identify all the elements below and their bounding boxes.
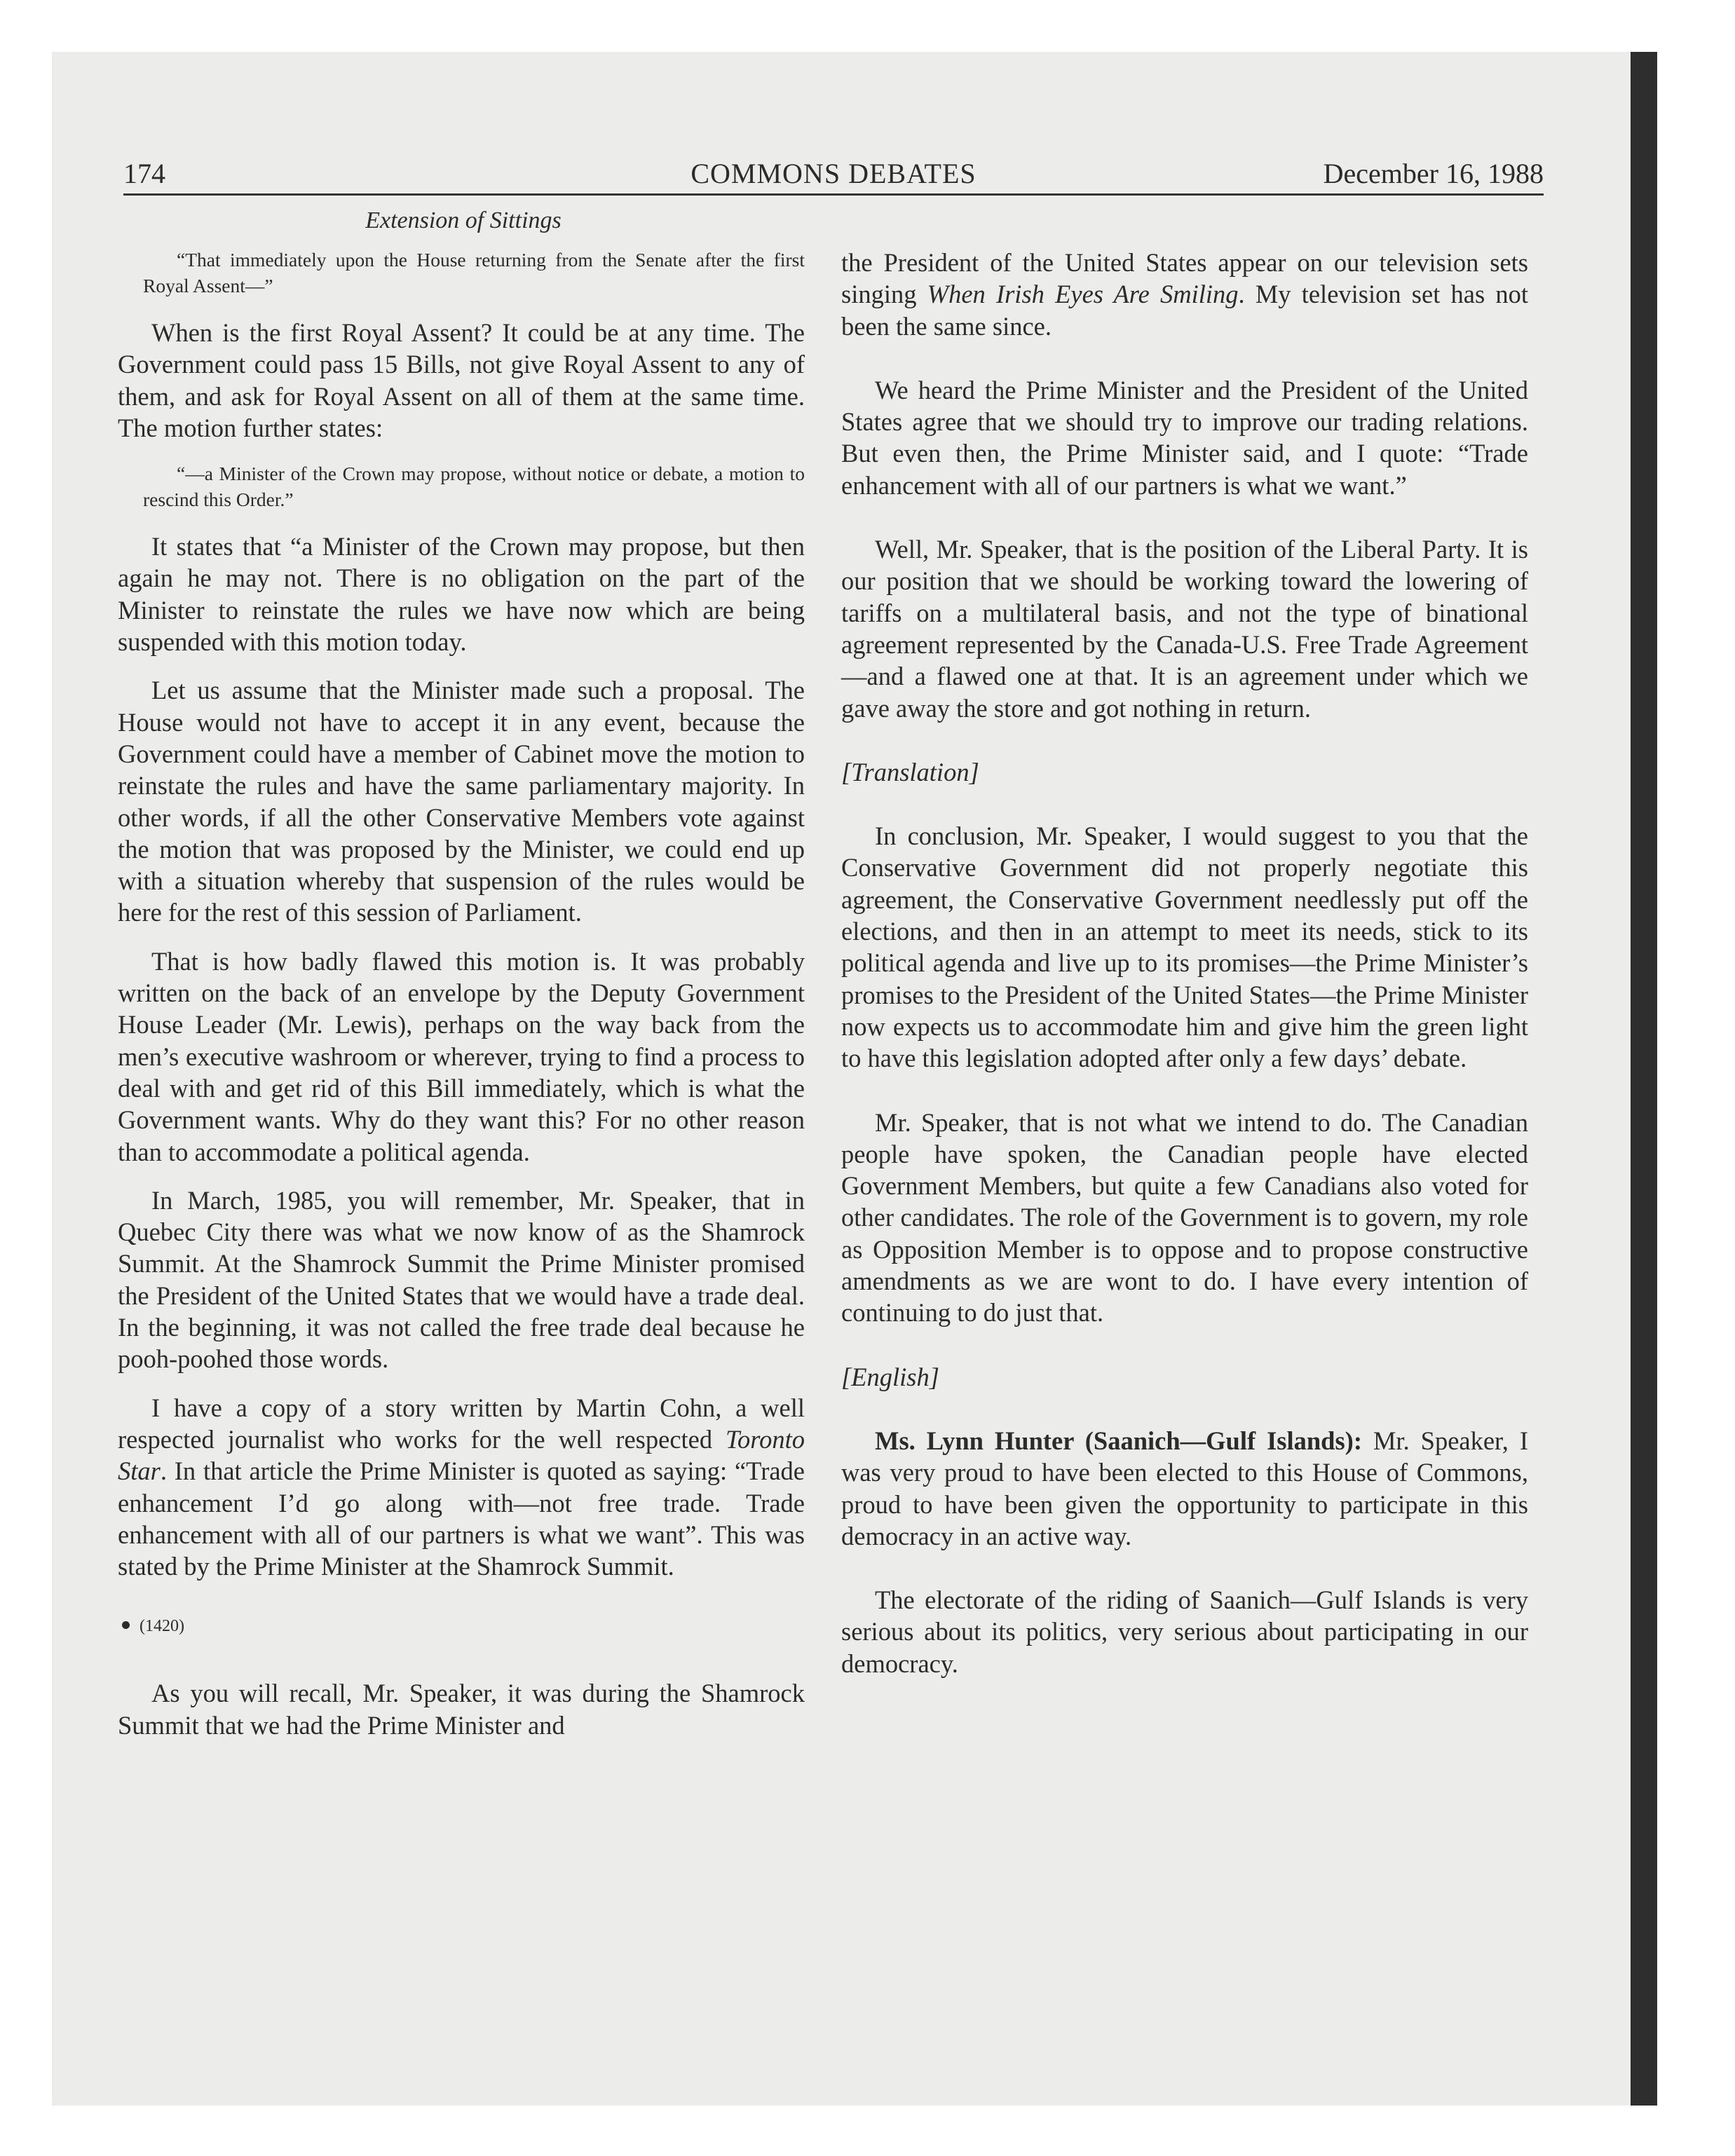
text-run: Mr. Speaker, I was very proud to have been elected to this House of Commons, proud to have been given the opportunity to participate in this democracy in an active way. xyxy=(841,1426,1528,1550)
quote-paragraph: “That immediately upon the House returning from the Senate after the first Royal Assent—” xyxy=(143,249,805,296)
paragraph: Mr. Speaker, that is not what we intend to do. The Canadian people have spoken, the Canadian people have elected Government Members, but quite a few Canadians also voted for other candidates. The role of the Government is to govern, my role as Opposition Member is to oppose and to propose constructive amendments as we are wont to do. I have every intention of continuing to do just that. xyxy=(841,1107,1528,1328)
language-marker: [Translation] xyxy=(841,757,979,786)
scan-edge xyxy=(1631,52,1657,2106)
time-stamp-text: (1420) xyxy=(140,1617,184,1636)
paragraph: When is the first Royal Assent? It could be at any time. The Government could pass 15 Bills, not give Royal Assent to any of them, and ask for Royal Assent on all of them at the same time. The motion further states: xyxy=(118,318,805,442)
paragraph: We heard the Prime Minister and the President of the United States agree that we should try to improve our trading relations. But even then, the Prime Minister said, and I quote: “Trade enhancement with all of our partners is what we want.” xyxy=(841,375,1528,500)
paragraph: That is how badly flawed this motion is. It was probably written on the back of an envelope by the Deputy Government House Leader (Mr. Lewis), perhaps on the way back from the men’s executive washroom or wherever, trying to find a process to deal with and get rid of this Bill immediately, which is what the Government wants. Why do they want this? For no other reason than to accommodate a political agenda. xyxy=(118,946,805,1166)
paragraph: As you will recall, Mr. Speaker, it was during the Shamrock Summit that we had the Prime Minister and xyxy=(118,1679,805,1740)
speaker-paragraph xyxy=(841,1425,1528,1552)
language-marker: [English] xyxy=(841,1362,939,1391)
paragraph: It states that “a Minister of the Crown may propose, but then again he may not. There is no obligation on the part of the Minister to reinstate the rules we have now which are being suspended with this motion today. xyxy=(118,532,805,657)
time-stamp xyxy=(118,1614,805,1638)
paragraph: Well, Mr. Speaker, that is the position of the Liberal Party. It is our position that we should be working toward the lowering of tariffs on a multilateral basis, and not the type of binational agreement represented by the Canada-U.S. Free Trade Agreement—and a flawed one at that. It is an agreement under which we gave away the store and got nothing in return. xyxy=(841,535,1528,723)
bullet-icon xyxy=(122,1621,130,1629)
paragraph: Let us assume that the Minister made such a proposal. The House would not have to accept it in any event, because the Government could have a member of Cabinet move the motion to reinstate the rules and have the same parliamentary majority. In other words, if all the other Conservative Members vote against the motion that was proposed by the Minister, we could end up with a situation whereby that suspension of the rules would be here for the rest of this session of Parliament. xyxy=(118,676,805,927)
text-run: I have a copy of a story written by Martin Cohn, a well respected journalist who works for the well respected xyxy=(118,1393,805,1454)
newspaper-title: Toronto Star xyxy=(118,1424,805,1486)
paragraph: The electorate of the riding of Saanich—Gulf Islands is very serious about its politics, very serious about participating in our democracy. xyxy=(841,1585,1528,1678)
page-date: December 16, 1988 xyxy=(1323,158,1544,189)
text-run: . My television set has not been the same since. xyxy=(841,280,1528,341)
speaker-name: Ms. Lynn Hunter (Saanich—Gulf Islands): xyxy=(875,1426,1362,1455)
paragraph xyxy=(118,1392,805,1583)
paragraph xyxy=(841,247,1528,342)
page-header xyxy=(123,154,1544,196)
song-title: When Irish Eyes Are Smiling xyxy=(927,280,1239,309)
text-run: the President of the United States appear on our television sets singing xyxy=(841,248,1528,309)
text-run: . In that article the Prime Minister is quoted as saying: “Trade enhancement I’d go along with—not free trade. Trade enhancement with all of our partners is what we want”. This was stated by the Prime Minister at the Shamrock Summit. xyxy=(118,1456,805,1581)
page-number: 174 xyxy=(123,158,165,189)
publication-title: COMMONS DEBATES xyxy=(690,158,977,189)
paragraph: In conclusion, Mr. Speaker, I would suggest to you that the Conservative Government did not properly negotiate this agreement, the Conservative Government needlessly put off the elections, and then in an attempt to meet its needs, stick to its political agenda and live up to its promises—the Prime Minister’s promises to the President of the United States—the Prime Minister now expects us to accommodate him and give him the green light to have this legislation adopted after only a few days’ debate. xyxy=(841,821,1528,1073)
section-subheading: Extension of Sittings xyxy=(365,207,562,233)
paragraph: In March, 1985, you will remember, Mr. Speaker, that in Quebec City there was what we now know of as the Shamrock Summit. At the Shamrock Summit the Prime Minister promised the President of the United States that we would have a trade deal. In the beginning, it was not called the free trade deal because he pooh-poohed those words. xyxy=(118,1185,805,1374)
quote-paragraph: “—a Minister of the Crown may propose, without notice or debate, a motion to rescind this Order.” xyxy=(143,463,805,511)
right-column xyxy=(841,247,1528,1679)
left-column xyxy=(118,247,805,1741)
